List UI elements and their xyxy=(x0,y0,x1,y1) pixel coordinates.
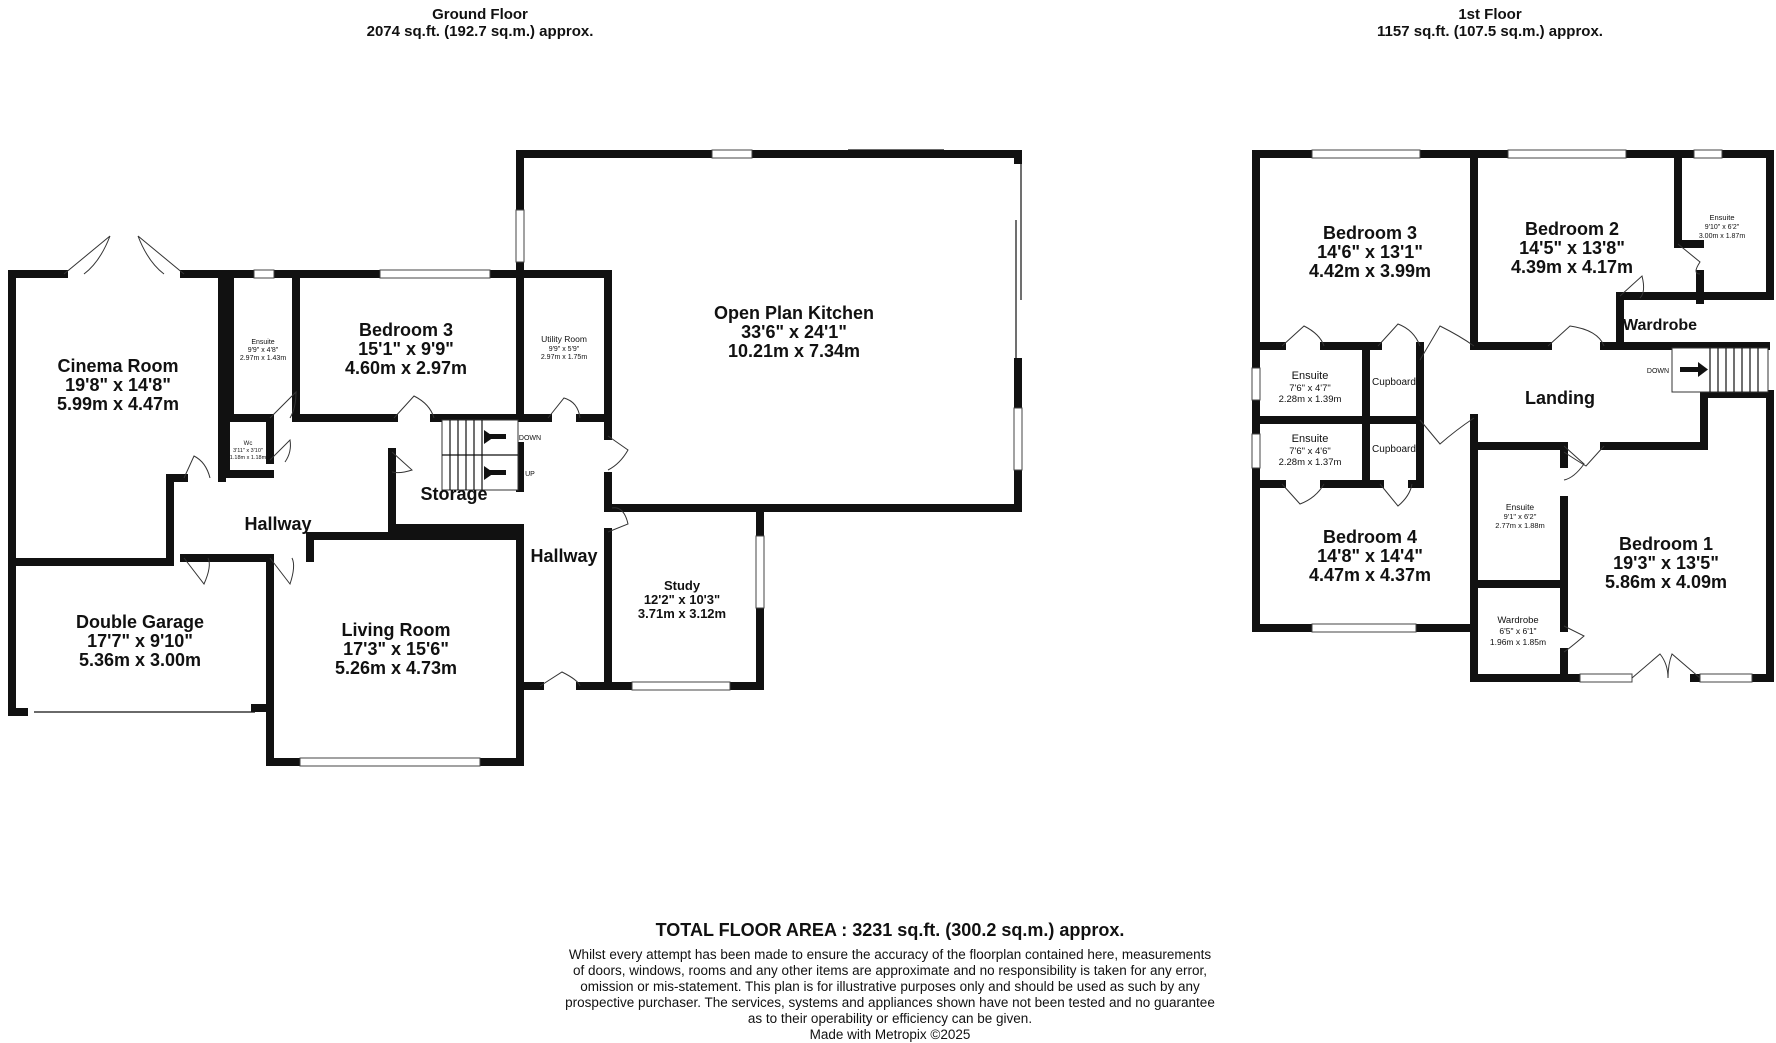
room-imperial: 12'2" x 10'3" xyxy=(643,592,721,607)
room-storage: Storage xyxy=(420,484,488,504)
room-metric: 2.28m x 1.39m xyxy=(1278,394,1342,405)
room-imperial: 7'6" x 4'6" xyxy=(1289,446,1331,457)
room-name: Study xyxy=(663,578,701,593)
room-bedroom1 xyxy=(1605,534,1727,592)
room-imperial: 7'6" x 4'7" xyxy=(1289,383,1331,394)
room-imperial: 15'1" x 9'9" xyxy=(358,339,454,359)
room-imperial: 3'11" x 3'10" xyxy=(233,448,263,454)
room-hallway-left: Hallway xyxy=(244,514,312,534)
room-metric: 3.00m x 1.87m xyxy=(1698,233,1746,240)
room-name: Living Room xyxy=(341,620,451,640)
disclaimer xyxy=(520,947,1260,1043)
room-name: Double Garage xyxy=(75,612,205,632)
room-cupboard-bottom: Cupboard xyxy=(1372,444,1416,455)
window xyxy=(254,270,274,278)
room-name: Ensuite xyxy=(1709,213,1735,222)
room-name: Bedroom 4 xyxy=(1322,527,1418,547)
room-metric: 2.77m x 1.88m xyxy=(1495,521,1545,530)
room-metric: 1.96m x 1.85m xyxy=(1489,637,1547,647)
room-name: Ensuite xyxy=(1291,433,1329,445)
ground-floor-plan xyxy=(12,150,1022,766)
room-imperial: 14'6" x 13'1" xyxy=(1317,242,1423,262)
room-imperial: 17'3" x 15'6" xyxy=(343,639,449,659)
credit: Made with Metropix ©2025 xyxy=(809,1027,971,1042)
room-metric: 2.97m x 1.75m xyxy=(540,354,588,361)
window xyxy=(1700,674,1752,682)
room-imperial: 9'9" x 5'9" xyxy=(548,346,580,353)
ground-floor-area: 2074 sq.ft. (192.7 sq.m.) approx. xyxy=(366,23,594,40)
window xyxy=(712,150,752,158)
room-study xyxy=(638,578,726,621)
window xyxy=(380,270,490,278)
room-metric: 1.18m x 1.18m xyxy=(229,455,267,461)
room-utility xyxy=(541,334,587,361)
room-living xyxy=(335,620,457,678)
room-metric: 3.71m x 3.12m xyxy=(637,606,727,621)
room-bedroom4 xyxy=(1309,527,1431,585)
room-name: Wardrobe xyxy=(1497,615,1539,626)
room-imperial: 17'7" x 9'10" xyxy=(87,631,193,651)
room-name: Ensuite xyxy=(1505,502,1535,512)
room-hallway-right: Hallway xyxy=(530,546,598,566)
room-imperial: 19'8" x 14'8" xyxy=(65,375,171,395)
room-metric: 5.99m x 4.47m xyxy=(56,394,180,414)
room-ensuite-b2 xyxy=(1699,213,1745,240)
room-metric: 2.97m x 1.43m xyxy=(239,355,287,362)
room-garage xyxy=(76,612,204,670)
room-bedroom2 xyxy=(1511,219,1633,277)
room-metric: 2.28m x 1.37m xyxy=(1278,457,1342,468)
window xyxy=(756,536,764,608)
room-imperial: 9'9" x 4'8" xyxy=(247,347,279,354)
room-bedroom3-ground xyxy=(345,320,467,378)
window xyxy=(1508,150,1626,158)
room-name: Open Plan Kitchen xyxy=(713,303,875,323)
stairs-down-label: DOWN xyxy=(518,435,542,442)
room-wardrobe-b1 xyxy=(1490,615,1546,647)
window xyxy=(516,210,524,262)
ground-floor-stairs xyxy=(442,420,518,490)
room-metric: 5.86m x 4.09m xyxy=(1604,572,1728,592)
room-metric: 4.42m x 3.99m xyxy=(1308,261,1432,281)
window xyxy=(632,682,730,690)
first-floor-plan xyxy=(1252,150,1770,682)
disclaimer-line: of doors, windows, rooms and any other items are approximate and no responsibility is taken for any error, xyxy=(572,963,1208,978)
room-cinema xyxy=(57,356,179,414)
first-floor-area: 1157 sq.ft. (107.5 sq.m.) approx. xyxy=(1377,23,1603,40)
window xyxy=(1694,150,1722,158)
window xyxy=(1014,408,1022,470)
stairs-up-label: UP xyxy=(525,471,535,478)
room-cupboard-top: Cupboard xyxy=(1372,377,1416,388)
room-name: Bedroom 1 xyxy=(1618,534,1714,554)
window xyxy=(1312,624,1416,632)
room-imperial: 14'5" x 13'8" xyxy=(1519,238,1625,258)
first-floor-stairs xyxy=(1672,348,1768,392)
room-metric: 5.26m x 4.73m xyxy=(334,658,458,678)
room-imperial: 19'3" x 13'5" xyxy=(1613,553,1719,573)
disclaimer-line: as to their operability or efficiency can be given. xyxy=(747,1011,1033,1026)
room-name: Bedroom 3 xyxy=(358,320,454,340)
room-name: Ensuite xyxy=(1291,370,1329,382)
room-name: Ensuite xyxy=(251,339,275,346)
room-ensuite-b4 xyxy=(1279,433,1342,468)
window xyxy=(1312,150,1420,158)
first-floor-title: 1st Floor xyxy=(1458,6,1522,23)
room-bedroom3-first xyxy=(1309,223,1431,281)
total-floor-area: TOTAL FLOOR AREA : 3231 sq.ft. (300.2 sq.m.) approx. xyxy=(655,920,1125,940)
room-name: Utility Room xyxy=(541,334,587,344)
room-wardrobe-top: Wardrobe xyxy=(1622,317,1698,334)
disclaimer-line: Whilst every attempt has been made to ensure the accuracy of the floorplan contained here, measurements xyxy=(568,947,1212,962)
room-imperial: 14'8" x 14'4" xyxy=(1317,546,1423,566)
room-metric: 4.47m x 4.37m xyxy=(1308,565,1432,585)
room-landing: Landing xyxy=(1525,388,1595,408)
window xyxy=(1252,368,1260,400)
disclaimer-line: omission or mis-statement. This plan is for illustrative purposes only and should be used as such by any xyxy=(580,979,1200,994)
window xyxy=(300,758,480,766)
room-metric: 10.21m x 7.34m xyxy=(727,341,861,361)
window xyxy=(1580,674,1632,682)
room-metric: 5.36m x 3.00m xyxy=(78,650,202,670)
room-kitchen xyxy=(714,303,874,361)
room-ensuite xyxy=(240,339,286,362)
room-name: Bedroom 3 xyxy=(1322,223,1418,243)
ground-floor-title: Ground Floor xyxy=(432,6,528,23)
room-imperial: 33'6" x 24'1" xyxy=(741,322,847,342)
room-ensuite-b3 xyxy=(1279,370,1342,405)
room-name: Bedroom 2 xyxy=(1524,219,1620,239)
room-metric: 4.39m x 4.17m xyxy=(1510,257,1634,277)
room-imperial: 6'5" x 6'1" xyxy=(1499,626,1537,636)
room-name: Cinema Room xyxy=(57,356,179,376)
room-metric: 4.60m x 2.97m xyxy=(344,358,468,378)
room-wc xyxy=(230,441,267,461)
room-imperial: 9'10" x 6'2" xyxy=(1704,224,1740,231)
room-ensuite-b1 xyxy=(1495,502,1545,530)
stairs-down-label: DOWN xyxy=(1646,368,1670,375)
room-name: Wc xyxy=(243,441,253,447)
window xyxy=(1252,434,1260,468)
disclaimer-line: prospective purchaser. The services, systems and appliances shown have not been tested and no guarantee xyxy=(565,995,1215,1010)
room-imperial: 9'1" x 6'2" xyxy=(1503,512,1537,521)
